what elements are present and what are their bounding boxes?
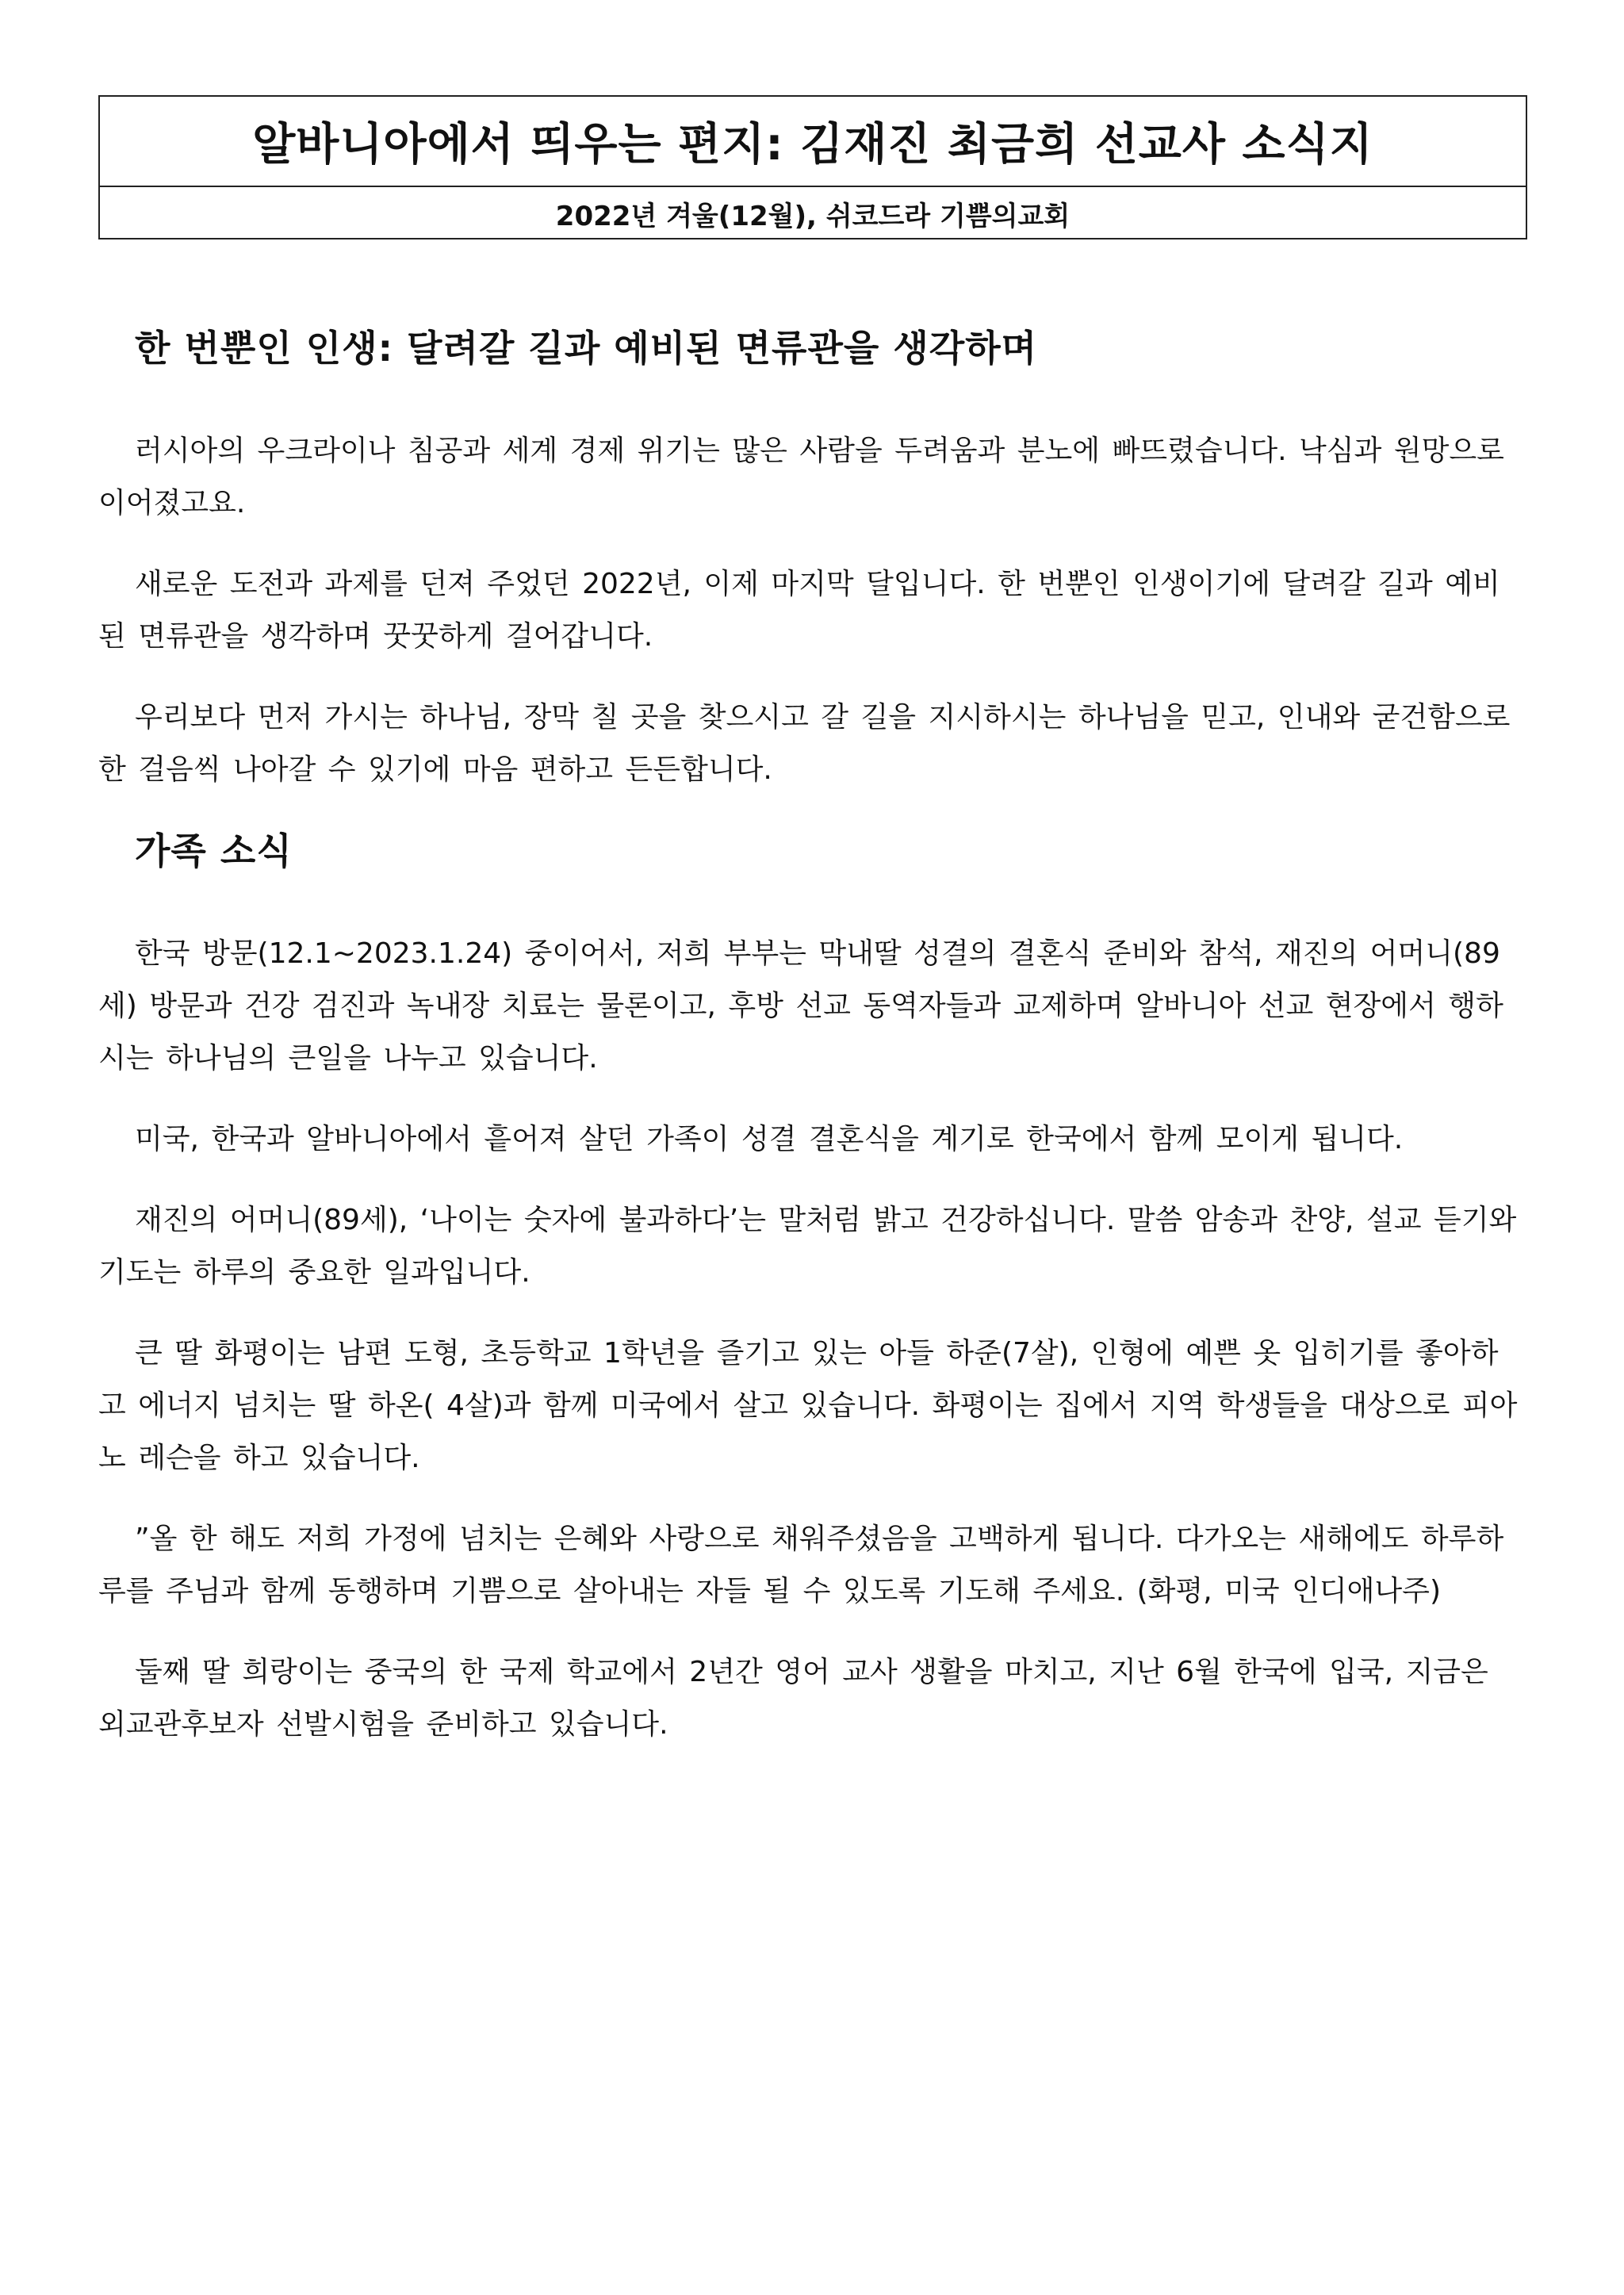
- newsletter-title: 알바니아에서 띄우는 편지: 김재진 최금희 선교사 소식지: [100, 97, 1526, 187]
- section-heading-life: 한 번뿐인 인생: 달려갈 길과 예비된 면류관을 생각하며: [135, 327, 1038, 370]
- paragraph: 새로운 도전과 과제를 던져 주었던 2022년, 이제 마지막 달입니다. 한 번뿐인 인생이기에 달려갈 길과 예비된 면류관을 생각하며 꿋꿋하게 걸어갑니다.: [98, 567, 1500, 653]
- paragraph: ”올 한 해도 저희 가정에 넘치는 은혜와 사랑으로 채워주셨음을 고백하게 됩니다. 다가오는 새해에도 하루하루를 주님과 함께 동행하며 기쁨으로 살아내는 자들 될 수 있도록 기도해 주세요. (화평, 미국 인디애나주): [98, 1522, 1504, 1607]
- newsletter-body: [98, 325, 1526, 1751]
- paragraph: 러시아의 우크라이나 침공과 세계 경제 위기는 많은 사람을 두려움과 분노에 빠뜨렸습니다. 낙심과 원망으로 이어졌고요.: [98, 434, 1504, 519]
- paragraph: 미국, 한국과 알바니아에서 흩어져 살던 가족이 성결 결혼식을 계기로 한국에서 함께 모이게 됩니다.: [135, 1122, 1404, 1155]
- paragraph: 재진의 어머니(89세), ‘나이는 숫자에 불과하다’는 말처럼 밝고 건강하십니다. 말씀 암송과 찬양, 설교 듣기와 기도는 하루의 중요한 일과입니다.: [98, 1203, 1517, 1289]
- section-heading-family: 가족 소식: [135, 829, 293, 872]
- paragraph: 둘째 딸 희랑이는 중국의 한 국제 학교에서 2년간 영어 교사 생활을 마치고, 지난 6월 한국에 입국, 지금은 외교관후보자 선발시험을 준비하고 있습니다.: [98, 1655, 1488, 1741]
- paragraph: 우리보다 먼저 가시는 하나님, 장막 칠 곳을 찾으시고 갈 길을 지시하시는 하나님을 믿고, 인내와 굳건함으로 한 걸음씩 나아갈 수 있기에 마음 편하고 든든합니다.: [98, 700, 1511, 786]
- newsletter-header: [98, 95, 1527, 239]
- paragraph: 한국 방문(12.1~2023.1.24) 중이어서, 저희 부부는 막내딸 성결의 결혼식 준비와 참석, 재진의 어머니(89세) 방문과 건강 검진과 녹내장 치료는 물론이고, 후방 선교 동역자들과 교제하며 알바니아 선교 현장에서 행하시는 하나님의 큰일을 나누고 있습니다.: [98, 937, 1503, 1075]
- paragraph: 큰 딸 화평이는 남편 도형, 초등학교 1학년을 즐기고 있는 아들 하준(7살), 인형에 예쁜 옷 입히기를 좋아하고 에너지 넘치는 딸 하온( 4살)과 함께 미국에서 살고 있습니다. 화평이는 집에서 지역 학생들을 대상으로 피아노 레슨을 하고 있습니다.: [98, 1336, 1518, 1474]
- newsletter-subtitle: 2022년 겨울(12월), 쉬코드라 기쁨의교회: [555, 200, 1071, 232]
